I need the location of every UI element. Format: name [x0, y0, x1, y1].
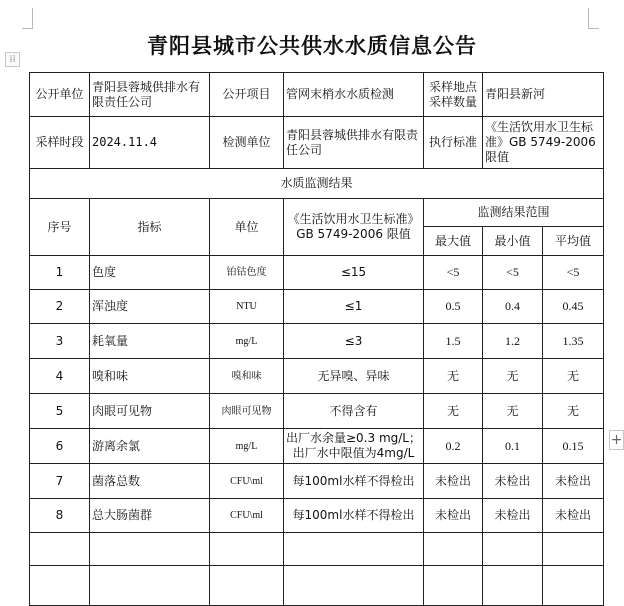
- header-avg: 平均值: [543, 227, 604, 256]
- row-min: <5: [483, 256, 543, 290]
- row-max: 未检出: [424, 464, 483, 499]
- empty-cell: [210, 533, 284, 566]
- site-value: 青阳县新河: [483, 73, 604, 117]
- header-limit: 《生活饮用水卫生标准》GB 5749-2006 限值: [284, 199, 424, 256]
- row-max: 未检出: [424, 499, 483, 533]
- empty-cell: [424, 566, 483, 606]
- row-limit: 无异嗅、异味: [284, 359, 424, 394]
- row-avg: 0.15: [543, 429, 604, 464]
- empty-cell: [483, 533, 543, 566]
- row-unit: mg/L: [210, 324, 284, 359]
- row-avg: 1.35: [543, 324, 604, 359]
- header-row-1: [30, 199, 604, 227]
- row-no: 2: [30, 290, 90, 324]
- empty-row: [30, 533, 604, 566]
- row-indicator: 色度: [90, 256, 210, 290]
- header-no: 序号: [30, 199, 90, 256]
- row-avg: 无: [543, 394, 604, 429]
- row-no: 4: [30, 359, 90, 394]
- row-unit: mg/L: [210, 429, 284, 464]
- row-min: 0.1: [483, 429, 543, 464]
- empty-cell: [424, 533, 483, 566]
- time-label: 采样时段: [30, 117, 90, 169]
- row-no: 5: [30, 394, 90, 429]
- header-min: 最小值: [483, 227, 543, 256]
- row-unit: NTU: [210, 290, 284, 324]
- test-unit-label: 检测单位: [210, 117, 284, 169]
- test-unit-value: 青阳县蓉城供排水有限责任公司: [284, 117, 424, 169]
- row-limit: ≤1: [284, 290, 424, 324]
- row-avg: <5: [543, 256, 604, 290]
- row-min: 未检出: [483, 499, 543, 533]
- empty-cell: [483, 566, 543, 606]
- row-no: 7: [30, 464, 90, 499]
- header-max: 最大值: [424, 227, 483, 256]
- row-min: 0.4: [483, 290, 543, 324]
- table-row: [30, 359, 604, 394]
- row-indicator: 浑浊度: [90, 290, 210, 324]
- row-avg: 无: [543, 359, 604, 394]
- row-indicator: 菌落总数: [90, 464, 210, 499]
- table-row: [30, 499, 604, 533]
- row-max: 无: [424, 394, 483, 429]
- row-limit: 每100ml水样不得检出: [284, 499, 424, 533]
- row-limit: ≤3: [284, 324, 424, 359]
- empty-cell: [543, 566, 604, 606]
- row-limit: ≤15: [284, 256, 424, 290]
- row-min: 无: [483, 394, 543, 429]
- row-max: 无: [424, 359, 483, 394]
- row-indicator: 耗氧量: [90, 324, 210, 359]
- info-row-2: [30, 117, 604, 169]
- table-row: [30, 429, 604, 464]
- row-avg: 0.45: [543, 290, 604, 324]
- empty-cell: [90, 533, 210, 566]
- table-row: [30, 256, 604, 290]
- row-avg: 未检出: [543, 499, 604, 533]
- row-limit: 出厂水余量≥0.3 mg/L；出厂水中限值为4mg/L: [284, 429, 424, 464]
- row-max: <5: [424, 256, 483, 290]
- table-row: [30, 464, 604, 499]
- empty-cell: [210, 566, 284, 606]
- row-indicator: 肉眼可见物: [90, 394, 210, 429]
- row-no: 8: [30, 499, 90, 533]
- row-min: 1.2: [483, 324, 543, 359]
- unit-value: 青阳县蓉城供排水有限责任公司: [90, 73, 210, 117]
- row-no: 6: [30, 429, 90, 464]
- standard-value: 《生活饮用水卫生标准》GB 5749-2006 限值: [483, 117, 604, 169]
- empty-cell: [30, 566, 90, 606]
- header-range: 监测结果范围: [424, 199, 604, 227]
- row-max: 0.2: [424, 429, 483, 464]
- table-row: [30, 324, 604, 359]
- item-value: 管网末梢水水质检测: [284, 73, 424, 117]
- table-move-handle-icon[interactable]: ⁞⁞: [5, 52, 20, 67]
- row-limit: 不得含有: [284, 394, 424, 429]
- page-corner-mark-top-right: [588, 8, 599, 29]
- header-unit: 单位: [210, 199, 284, 256]
- row-indicator: 游离余氯: [90, 429, 210, 464]
- row-max: 1.5: [424, 324, 483, 359]
- row-no: 3: [30, 324, 90, 359]
- row-limit: 每100ml水样不得检出: [284, 464, 424, 499]
- page-corner-mark-top-left: [22, 8, 33, 29]
- empty-cell: [284, 533, 424, 566]
- row-unit: 嗅和味: [210, 359, 284, 394]
- info-row-1: [30, 73, 604, 117]
- row-min: 无: [483, 359, 543, 394]
- standard-label: 执行标准: [424, 117, 483, 169]
- unit-label: 公开单位: [30, 73, 90, 117]
- section-row: [30, 169, 604, 199]
- row-unit: CFU\ml: [210, 499, 284, 533]
- time-value: 2024.11.4: [90, 117, 210, 169]
- row-unit: CFU\ml: [210, 464, 284, 499]
- empty-cell: [543, 533, 604, 566]
- empty-cell: [284, 566, 424, 606]
- row-unit: 铂钴色度: [210, 256, 284, 290]
- row-unit: 肉眼可见物: [210, 394, 284, 429]
- row-avg: 未检出: [543, 464, 604, 499]
- empty-cell: [30, 533, 90, 566]
- item-label: 公开项目: [210, 73, 284, 117]
- section-title: 水质监测结果: [30, 169, 604, 199]
- row-max: 0.5: [424, 290, 483, 324]
- row-min: 未检出: [483, 464, 543, 499]
- row-no: 1: [30, 256, 90, 290]
- row-indicator: 嗅和味: [90, 359, 210, 394]
- empty-cell: [90, 566, 210, 606]
- table-row: [30, 394, 604, 429]
- site-label: 采样地点采样数量: [424, 73, 483, 117]
- page-title: 青阳县城市公共供水水质信息公告: [147, 34, 477, 58]
- row-indicator: 总大肠菌群: [90, 499, 210, 533]
- water-quality-table: [29, 72, 604, 606]
- table-row: [30, 290, 604, 324]
- header-indicator: 指标: [90, 199, 210, 256]
- empty-row: [30, 566, 604, 606]
- add-column-icon[interactable]: +: [610, 432, 623, 448]
